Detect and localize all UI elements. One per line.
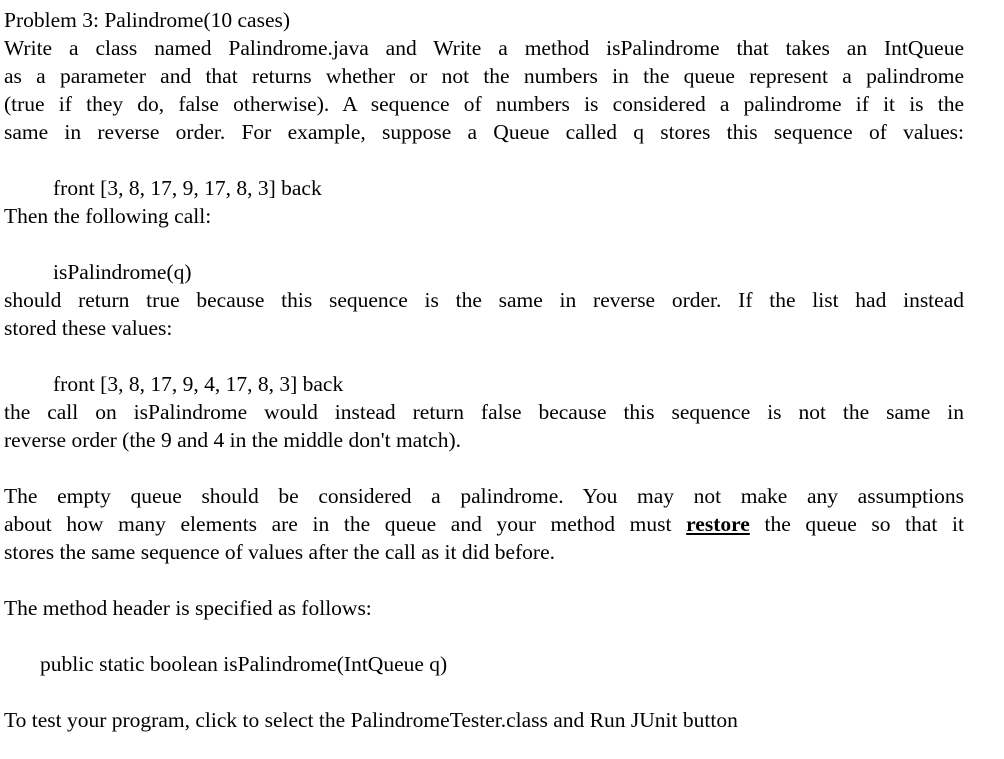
empty-queue-line-1: The empty queue should be considered a palindrome. You may not make any assumptions — [4, 484, 964, 508]
intro-line-1: Write a class named Palindrome.java and Write a method isPalindrome that takes an IntQueue — [4, 36, 964, 60]
spacer — [4, 566, 964, 594]
true-explanation-line-2: stored these values: — [4, 316, 173, 340]
empty-line-2-after: the queue so that it — [749, 512, 964, 536]
spacer — [4, 146, 964, 174]
spacer — [4, 622, 964, 650]
empty-queue-line-2 — [4, 510, 964, 538]
example-queue-palindrome: front [3, 8, 17, 9, 17, 8, 3] back — [53, 176, 322, 200]
spacer — [4, 678, 964, 706]
intro-line-2: as a parameter and that returns whether or not the numbers in the queue represent a palindrome — [4, 64, 964, 88]
example-call: isPalindrome(q) — [53, 260, 192, 284]
method-header: public static boolean isPalindrome(IntQueue q) — [40, 652, 448, 676]
false-explanation-line-2: reverse order (the 9 and 4 in the middle don't match). — [4, 428, 462, 452]
test-instructions: To test your program, click to select the PalindromeTester.class and Run JUnit button — [4, 708, 738, 732]
header-intro: The method header is specified as follows: — [4, 596, 372, 620]
intro-line-4: same in reverse order. For example, suppose a Queue called q stores this sequence of values: — [4, 120, 964, 144]
true-explanation-line-1: should return true because this sequence is the same in reverse order. If the list had instead — [4, 288, 964, 312]
problem-title: Problem 3: Palindrome(10 cases) — [4, 8, 291, 32]
problem-document — [4, 6, 964, 734]
restore-emphasis: restore — [686, 512, 750, 536]
empty-queue-line-3: stores the same sequence of values after the call as it did before. — [4, 540, 556, 564]
spacer — [4, 230, 964, 258]
intro-line-3: (true if they do, false otherwise). A sequence of numbers is considered a palindrome if it is the — [4, 92, 964, 116]
example-queue-not-palindrome: front [3, 8, 17, 9, 4, 17, 8, 3] back — [53, 372, 344, 396]
empty-line-2-before: about how many elements are in the queue and your method must — [4, 512, 687, 536]
then-line: Then the following call: — [4, 204, 212, 228]
spacer — [4, 454, 964, 482]
spacer — [4, 342, 964, 370]
false-explanation-line-1: the call on isPalindrome would instead return false because this sequence is not the same in — [4, 400, 964, 424]
